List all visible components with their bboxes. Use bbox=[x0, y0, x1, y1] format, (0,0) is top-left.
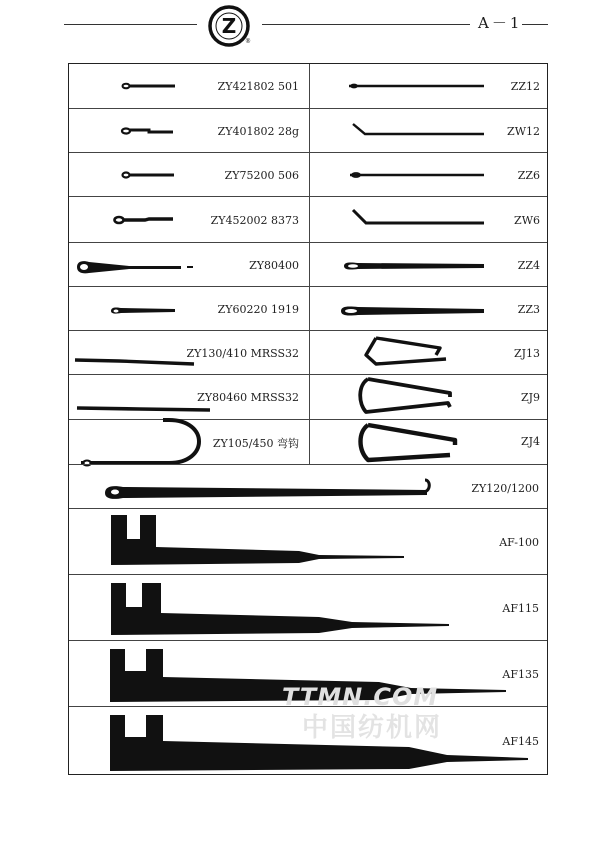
item-cell bbox=[309, 331, 548, 374]
watermark-url: TTMN.COM bbox=[282, 683, 439, 711]
table-row bbox=[69, 286, 547, 330]
item-code: ZY75200 506 bbox=[224, 169, 299, 182]
table-row bbox=[69, 64, 547, 108]
table-row bbox=[69, 419, 547, 464]
table-row bbox=[69, 374, 547, 419]
table-row bbox=[69, 574, 547, 640]
item-cell bbox=[309, 64, 548, 108]
wire-hook-icon bbox=[310, 331, 548, 375]
item-code: ZY105/450 弯钩 bbox=[212, 437, 299, 450]
item-cell bbox=[69, 64, 309, 108]
item-cell bbox=[309, 153, 548, 196]
header-rule-left bbox=[64, 24, 197, 25]
item-cell bbox=[309, 243, 548, 286]
item-cell bbox=[69, 331, 309, 374]
header-rule-middle bbox=[262, 24, 470, 25]
item-code: AF135 bbox=[502, 668, 539, 681]
page-label: A－1 bbox=[478, 14, 523, 32]
table-row bbox=[69, 508, 547, 574]
item-cell bbox=[69, 287, 309, 330]
logo-letter: Z bbox=[221, 14, 237, 38]
item-cell bbox=[69, 243, 309, 286]
forked-blade-icon bbox=[69, 575, 547, 641]
item-code: AF115 bbox=[502, 602, 539, 615]
catalog-table bbox=[68, 63, 548, 775]
table-row bbox=[69, 242, 547, 286]
wire-hook-icon bbox=[310, 375, 548, 420]
table-row bbox=[69, 152, 547, 196]
item-code: ZY421802 501 bbox=[217, 80, 299, 93]
table-row bbox=[69, 330, 547, 374]
item-code: ZZ6 bbox=[517, 169, 540, 182]
item-cell bbox=[69, 575, 547, 640]
wire-hook-icon bbox=[310, 420, 548, 465]
item-code: ZW6 bbox=[514, 214, 540, 227]
item-cell bbox=[309, 375, 548, 419]
item-code: ZJ4 bbox=[520, 435, 540, 448]
straight-needle-eye-icon bbox=[310, 243, 548, 287]
item-cell bbox=[69, 109, 309, 152]
item-cell bbox=[69, 197, 309, 242]
item-code: AF-100 bbox=[499, 536, 539, 549]
item-cell bbox=[69, 465, 547, 508]
item-code: ZJ9 bbox=[520, 391, 540, 404]
table-row bbox=[69, 464, 547, 508]
item-code: ZW12 bbox=[507, 125, 540, 138]
item-cell bbox=[69, 375, 309, 419]
item-cell bbox=[309, 287, 548, 330]
item-code: ZZ12 bbox=[510, 80, 540, 93]
item-code: ZY452002 8373 bbox=[210, 214, 299, 227]
item-code: ZJ13 bbox=[513, 347, 540, 360]
item-cell bbox=[69, 153, 309, 196]
watermark-site-name: 中国纺机网 bbox=[302, 713, 443, 743]
item-code: ZY120/1200 bbox=[471, 482, 539, 495]
forked-blade-icon bbox=[69, 509, 547, 575]
item-code: ZZ3 bbox=[517, 303, 540, 316]
item-code: ZZ4 bbox=[517, 259, 540, 272]
table-row bbox=[69, 196, 547, 242]
item-code: ZY130/410 MRSS32 bbox=[186, 347, 299, 360]
item-code: ZY80400 bbox=[249, 259, 299, 272]
item-cell bbox=[309, 109, 548, 152]
item-code: ZY80460 MRSS32 bbox=[197, 391, 299, 404]
straight-needle-eye-icon bbox=[310, 153, 548, 197]
registered-mark: ® bbox=[245, 38, 251, 45]
item-code: ZY60220 1919 bbox=[217, 303, 299, 316]
item-code: ZY401802 28g bbox=[217, 125, 299, 138]
item-cell bbox=[309, 420, 548, 464]
item-cell bbox=[69, 420, 309, 464]
item-code: AF145 bbox=[502, 735, 539, 748]
item-cell bbox=[309, 197, 548, 242]
item-cell bbox=[69, 509, 547, 574]
table-row bbox=[69, 108, 547, 152]
header-rule-right bbox=[522, 24, 548, 25]
bent-tip-needle-icon bbox=[310, 197, 548, 243]
straight-needle-eye-icon bbox=[310, 287, 548, 331]
